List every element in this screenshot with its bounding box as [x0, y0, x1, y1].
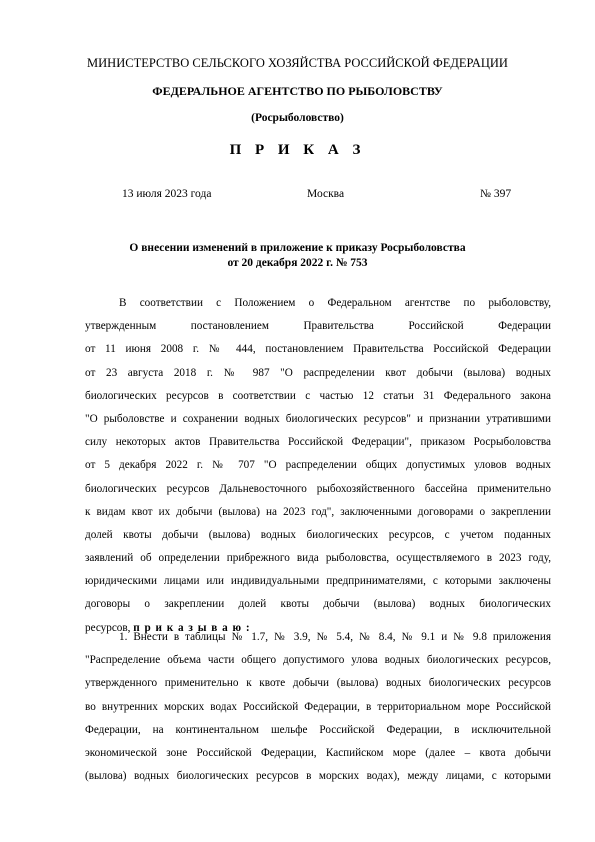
text-line: от 5 декабря 2022 г. № 707 "О распределении общих допустимых уловов водных [85, 459, 551, 472]
text-line: 1. Внести в таблицы № 1.7, № 3.9, № 5.4, № 8.4, № 9.1 и № 9.8 приложения [119, 631, 551, 643]
text-line: Федерации, на континентальном шельфе Российской Федерации, в исключительной [85, 723, 551, 736]
order-subject [60, 241, 535, 271]
subject-line: от 20 декабря 2022 г. № 753 [227, 257, 368, 269]
text-line: (вылова) водных биологических ресурсов в морских водах), между лицами, с которыми [85, 770, 551, 783]
text-line: от 11 июня 2008 г. № 444, постановлением Правительства Российской Федерации [85, 343, 551, 356]
text-line: "Распределение объема части общего допустимого улова водных биологических ресурсов, [85, 654, 551, 667]
text-line: биологических ресурсов Дальневосточного рыбохозяйственного бассейна применительно [85, 482, 551, 495]
text-line: В соответствии с Положением о Федеральном агентстве по рыболовству, [119, 297, 551, 309]
text-line: долей квоты добычи (вылова) водных биологических ресурсов, с учетом поданных [85, 528, 551, 541]
document-type-title: П Р И К А З [229, 142, 366, 158]
text-line: юридическими лицами или индивидуальными предпринимателями, с которыми заключены [85, 575, 551, 588]
text-line: заявлений об определении прибрежного вида рыболовства, осуществляемого в 2023 году, [85, 552, 551, 565]
order-city: Москва [307, 188, 345, 200]
agency-short-name: (Росрыболовство) [251, 112, 344, 124]
preamble-paragraph [85, 292, 551, 640]
text-line: договоры о закреплении долей квоты добычи (вылова) водных биологических [85, 598, 551, 611]
text-line: от 23 августа 2018 г. № 987 "О распределении квот добычи (вылова) водных [85, 366, 551, 379]
text-fragment: ресурсов, [85, 621, 131, 634]
text-line: "О рыболовстве и сохранении водных биологических ресурсов" и признании утратившими [85, 412, 551, 425]
text-line: утвержденным постановлением Правительства Российской Федерации [85, 320, 551, 333]
agency-name: ФЕДЕРАЛЬНОЕ АГЕНТСТВО ПО РЫБОЛОВСТВУ [152, 84, 443, 98]
order-date: 13 июля 2023 года [122, 188, 212, 200]
order-number: № 397 [480, 188, 512, 200]
clause-1-paragraph [85, 626, 551, 788]
text-line: к видам квот их добычи (вылова) на 2023 год", заключенными договорами о закреплении [85, 505, 551, 518]
text-line: силу некоторых актов Правительства Российской Федерации", приказом Росрыболовства [85, 436, 551, 449]
text-line: утвержденного применительно к квоте добычи (вылова) водных биологических ресурсов [85, 677, 551, 690]
text-line: биологических ресурсов в соответствии с частью 12 статьи 31 Федерального закона [85, 389, 551, 402]
subject-line: О внесении изменений в приложение к приказу Росрыболовства [129, 242, 466, 254]
ministry-name: МИНИСТЕРСТВО СЕЛЬСКОГО ХОЗЯЙСТВА РОССИЙСКОЙ ФЕДЕРАЦИИ [87, 56, 508, 70]
text-line: во внутренних морских водах Российской Федерации, в территориальном море Российской [85, 700, 551, 713]
text-line: экономической зоне Российской Федерации, Каспийском море (далее – квота добычи [85, 746, 551, 759]
command-word: п р и к а з ы в а ю : [133, 621, 251, 634]
